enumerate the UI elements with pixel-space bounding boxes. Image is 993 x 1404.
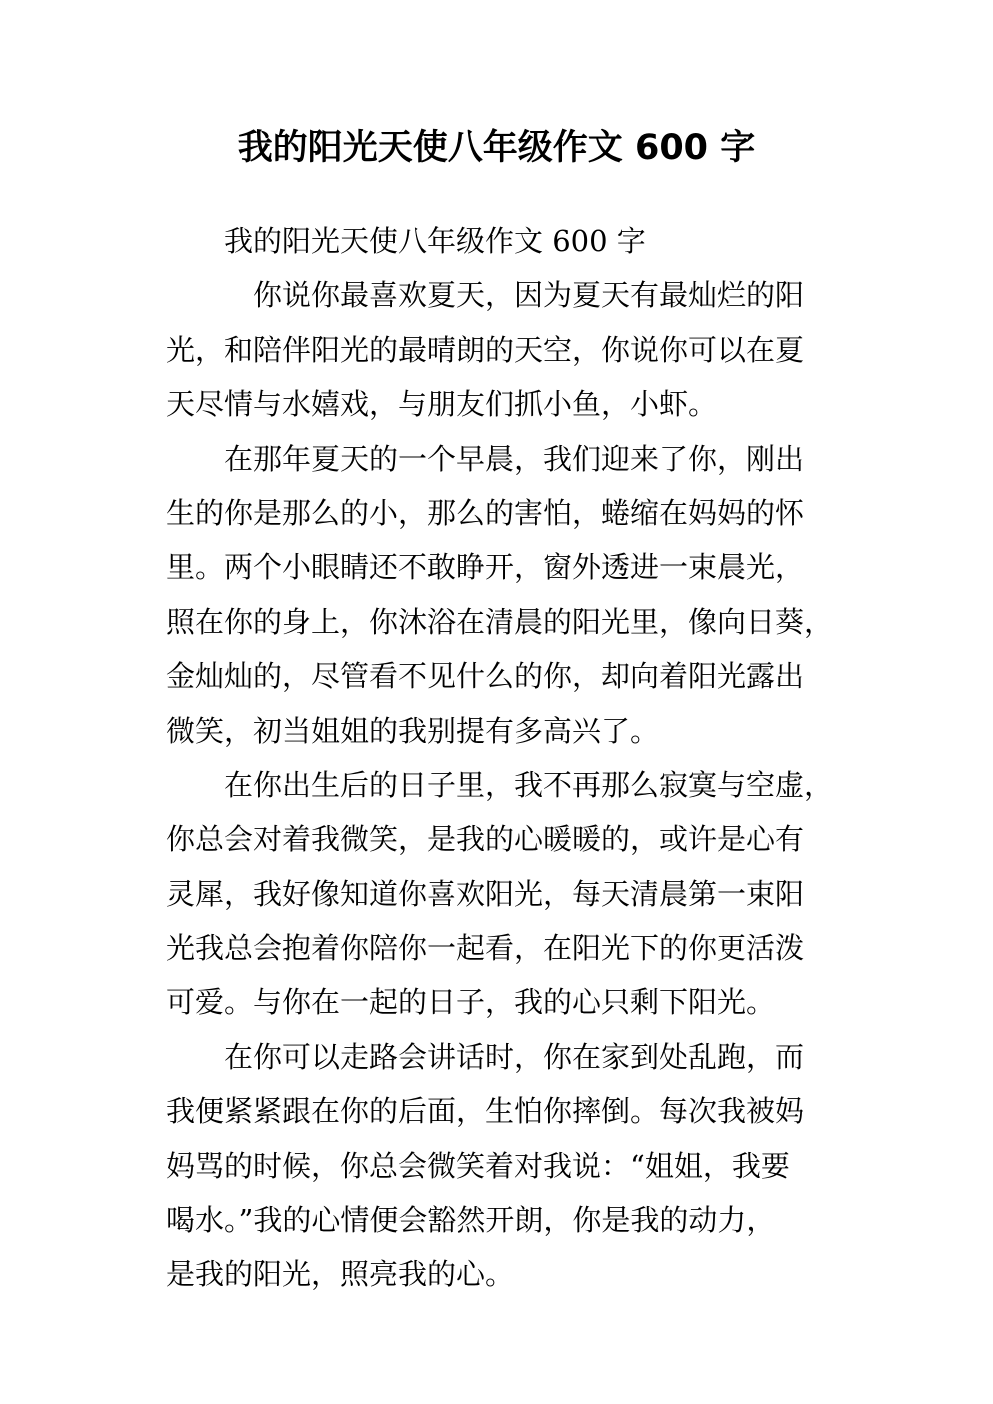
text-line: 光，和陪伴阳光的最晴朗的天空，你说你可以在夏 xyxy=(166,332,805,367)
text-line: 妈骂的时候，你总会微笑着对我说：“姐姐，我要 xyxy=(166,1148,790,1183)
text-line: 你说你最喜欢夏天，因为夏天有最灿烂的阳 xyxy=(166,278,805,313)
text-line: 灵犀，我好像知道你喜欢阳光，每天清晨第一束阳 xyxy=(166,876,805,911)
text-line: 光我总会抱着你陪你一起看，在阳光下的你更活泼 xyxy=(166,931,805,966)
text-line: 我便紧紧跟在你的后面，生怕你摔倒。每次我被妈 xyxy=(166,1094,805,1129)
text-line: 在你出生后的日子里，我不再那么寂寞与空虚， xyxy=(166,767,834,802)
text-line: 照在你的身上，你沐浴在清晨的阳光里，像向日葵， xyxy=(166,604,834,639)
text-line: 我的阳光天使八年级作文 600 字 xyxy=(166,224,646,258)
essay-body xyxy=(166,214,838,1302)
text-line: 可爱。与你在一起的日子，我的心只剩下阳光。 xyxy=(166,985,776,1020)
text-line: 生的你是那么的小，那么的害怕，蜷缩在妈妈的怀 xyxy=(166,495,805,530)
text-line: 喝水。”我的心情便会豁然开朗，你是我的动力， xyxy=(166,1203,776,1238)
text-line: 天尽情与水嬉戏，与朋友们抓小鱼，小虾。 xyxy=(166,387,718,422)
document-title: 我的阳光天使八年级作文 600 字 xyxy=(237,128,756,168)
text-line: 在你可以走路会讲话时，你在家到处乱跑，而 xyxy=(166,1039,805,1074)
text-line: 在那年夏天的一个早晨，我们迎来了你，刚出 xyxy=(166,441,805,476)
text-line: 里。两个小眼睛还不敢睁开，窗外透进一束晨光， xyxy=(166,550,805,585)
text-line: 你总会对着我微笑，是我的心暖暖的，或许是心有 xyxy=(166,822,805,857)
text-line: 微笑，初当姐姐的我别提有多高兴了。 xyxy=(166,713,660,748)
text-line: 是我的阳光，照亮我的心。 xyxy=(166,1257,515,1292)
text-line: 金灿灿的，尽管看不见什么的你，却向着阳光露出 xyxy=(166,659,805,694)
